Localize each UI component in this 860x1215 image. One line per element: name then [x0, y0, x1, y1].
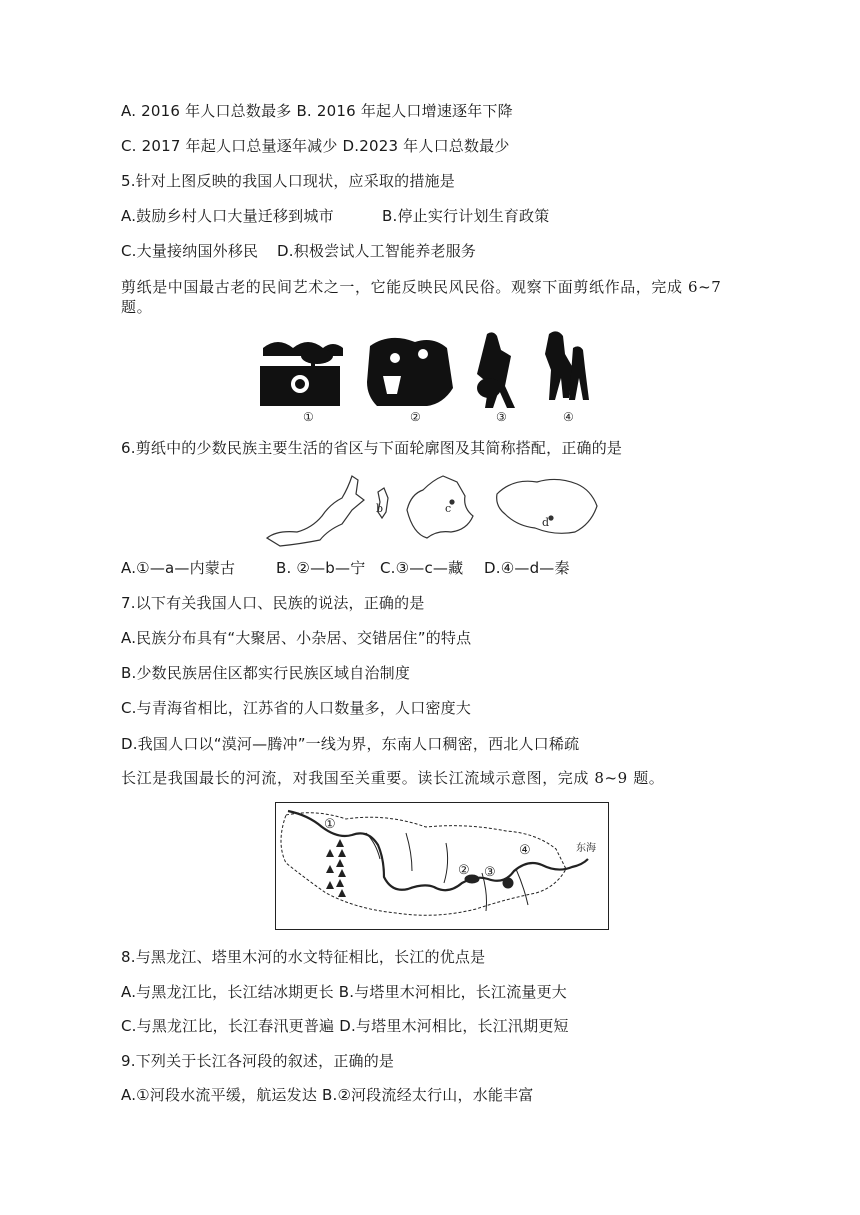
- outline-label-c: c: [445, 502, 452, 515]
- outline-a-inner-mongolia: [267, 476, 364, 546]
- outline-c-xinjiang: [407, 476, 473, 538]
- q6-option-d: D.④—d—秦: [484, 559, 570, 577]
- q5-option-a: A.鼓励乡村人口大量迁移到城市: [121, 207, 334, 225]
- q6-option-b: B. ②—b—宁: [276, 559, 366, 577]
- mountain-range-symbols: [326, 839, 346, 897]
- q8-options-cd: C.与黑龙江比，长江春汛更普遍 D.与塔里木河相比，长江汛期更短: [121, 1017, 569, 1035]
- q6-options: [121, 558, 570, 578]
- papercut-label-1: ①: [303, 410, 314, 424]
- q6-option-a: A.①—a—内蒙古: [121, 559, 236, 577]
- papercut-label-2: ②: [410, 410, 421, 424]
- map-marker-2: ②: [458, 863, 470, 878]
- q8-options-ab: A.与黑龙江比，长江结冰期更长 B.与塔里木河相比，长江流量更大: [121, 983, 567, 1001]
- q7-option-b: B.少数民族居住区都实行民族区域自治制度: [121, 664, 411, 682]
- q6-stem: 6.剪纸中的少数民族主要生活的省区与下面轮廓图及其简称搭配，正确的是: [121, 439, 623, 457]
- intro-8-9: 长江是我国最长的河流，对我国至关重要。读长江流域示意图，完成 8~9 题。: [121, 769, 665, 787]
- q7-option-c: C.与青海省相比，江苏省的人口数量多，人口密度大: [121, 699, 472, 717]
- tributary-5: [516, 869, 528, 905]
- q7-option-a: A.民族分布具有“大聚居、小杂居、交错居住”的特点: [121, 629, 472, 647]
- map-marker-4: ④: [519, 843, 531, 858]
- map-label-east-sea: 东海: [576, 843, 596, 854]
- papercut-2-image: [367, 338, 453, 406]
- q5-stem: 5.针对上图反映的我国人口现状，应采取的措施是: [121, 172, 455, 190]
- q5-option-d: D.积极尝试人工智能养老服务: [277, 242, 477, 260]
- province-outline-shapes: [262, 466, 602, 548]
- papercut-3-image: [477, 332, 515, 408]
- tributary-3: [444, 843, 448, 883]
- outline-label-b: b: [376, 502, 384, 515]
- lake-poyang: [503, 878, 513, 888]
- q9-options-ab: A.①河段水流平缓，航运发达 B.②河段流经太行山，水能丰富: [121, 1086, 534, 1104]
- q6-option-c: C.③—c—藏: [380, 559, 464, 577]
- q7-stem: 7.以下有关我国人口、民族的说法，正确的是: [121, 594, 425, 612]
- q8-stem: 8.与黑龙江、塔里木河的水文特征相比，长江的优点是: [121, 948, 486, 966]
- q4-option-line-ab: A. 2016 年人口总数最多 B. 2016 年起人口增速逐年下降: [121, 102, 513, 120]
- map-marker-3: ③: [484, 865, 496, 880]
- outline-label-d: d: [542, 516, 550, 529]
- q9-stem: 9.下列关于长江各河段的叙述，正确的是: [121, 1052, 395, 1070]
- papercut-label-3: ③: [496, 410, 507, 424]
- papercut-figure: [255, 326, 615, 426]
- q5-options-ab: [121, 206, 549, 226]
- papercut-label-4: ④: [563, 410, 574, 424]
- intro-6-7-line2: 题。: [121, 298, 153, 316]
- q5-option-b: B.停止实行计划生育政策: [382, 207, 550, 225]
- yangtze-map: [275, 802, 609, 930]
- q4-option-line-cd: C. 2017 年起人口总量逐年减少 D.2023 年人口总数最少: [121, 137, 510, 155]
- papercut-1-image: [260, 342, 343, 406]
- q5-options-cd: [121, 241, 476, 261]
- map-marker-1: ①: [324, 817, 336, 832]
- q5-option-c: C.大量接纳国外移民: [121, 242, 259, 260]
- q7-option-d: D.我国人口以“漠河—腾冲”一线为界，东南人口稠密，西北人口稀疏: [121, 735, 580, 753]
- province-outlines-figure: [262, 466, 602, 548]
- papercut-4-image: [545, 331, 589, 400]
- intro-6-7-line1: 剪纸是中国最古老的民间艺术之一，它能反映民风民俗。观察下面剪纸作品，完成 6~7: [121, 278, 722, 296]
- tributary-2: [406, 833, 412, 871]
